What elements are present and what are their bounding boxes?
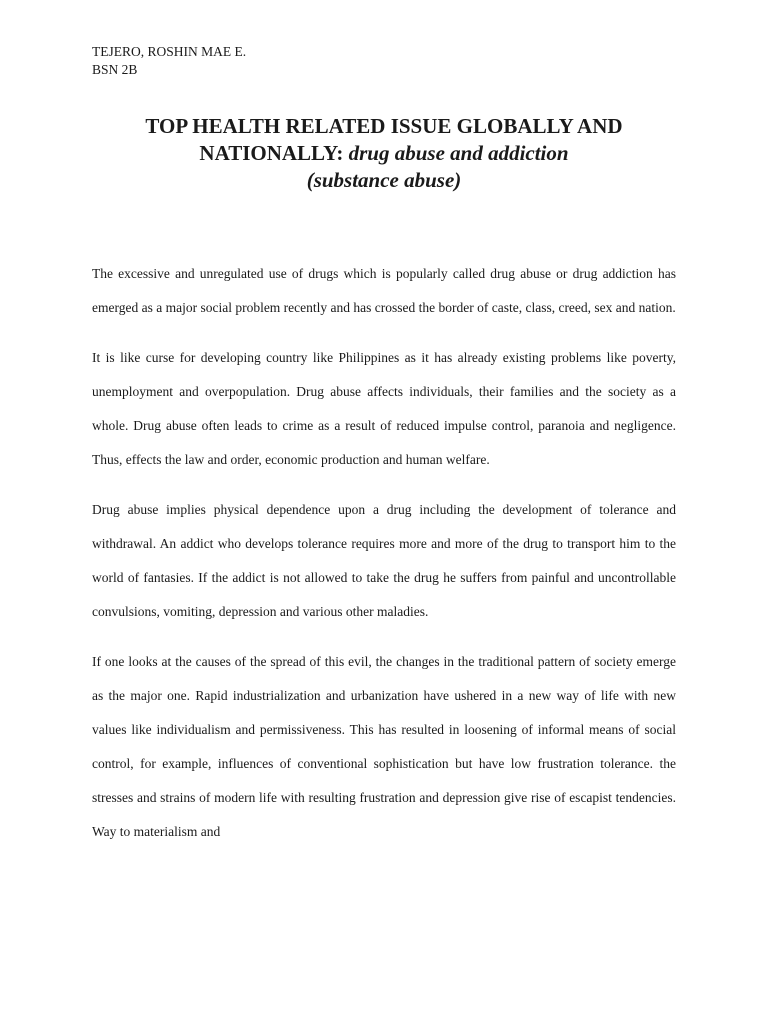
class-section: BSN 2B — [92, 62, 138, 77]
author-name: TEJERO, ROSHIN MAE E. — [92, 44, 247, 59]
document-body — [92, 257, 676, 865]
title-line-1: TOP HEALTH RELATED ISSUE GLOBALLY AND — [145, 114, 623, 138]
paragraph-3: Drug abuse implies physical dependence upon a drug including the development of tolerance and withdrawal. An addict who develops tolerance requires more and more of the drug to transport him to the world of fantasies. If the addict is not allowed to take the drug he suffers from painful and uncontrollable convulsions, vomiting, depression and various other maladies. — [92, 502, 676, 619]
title-line-2-italic: drug abuse and addiction — [348, 141, 569, 165]
title-line-3: (substance abuse) — [306, 168, 462, 192]
title-line-2 — [92, 140, 676, 167]
paragraph-1: The excessive and unregulated use of drugs which is popularly called drug abuse or drug addiction has emerged as a major social problem recently and has crossed the border of caste, class, creed, sex and nation. — [92, 266, 676, 315]
paragraph-2: It is like curse for developing country like Philippines as it has already existing problems like poverty, unemployment and overpopulation. Drug abuse affects individuals, their families and the society as a whole. Drug abuse often leads to crime as a result of reduced impulse control, paranoia and negligence. Thus, effects the law and order, economic production and human welfare. — [92, 350, 676, 467]
title-line-2-plain: NATIONALLY: — [199, 141, 349, 165]
author-header — [92, 43, 246, 79]
document-title — [92, 113, 676, 194]
paragraph-4: If one looks at the causes of the spread of this evil, the changes in the traditional pattern of society emerge as the major one. Rapid industrialization and urbanization have ushered in a new way of life with new values like individualism and permissiveness. This has resulted in loosening of informal means of social control, for example, influences of conventional sophistication but have low frustration tolerance. the stresses and strains of modern life with resulting frustration and depression give rise of escapist tendencies. Way to materialism and — [92, 654, 676, 839]
